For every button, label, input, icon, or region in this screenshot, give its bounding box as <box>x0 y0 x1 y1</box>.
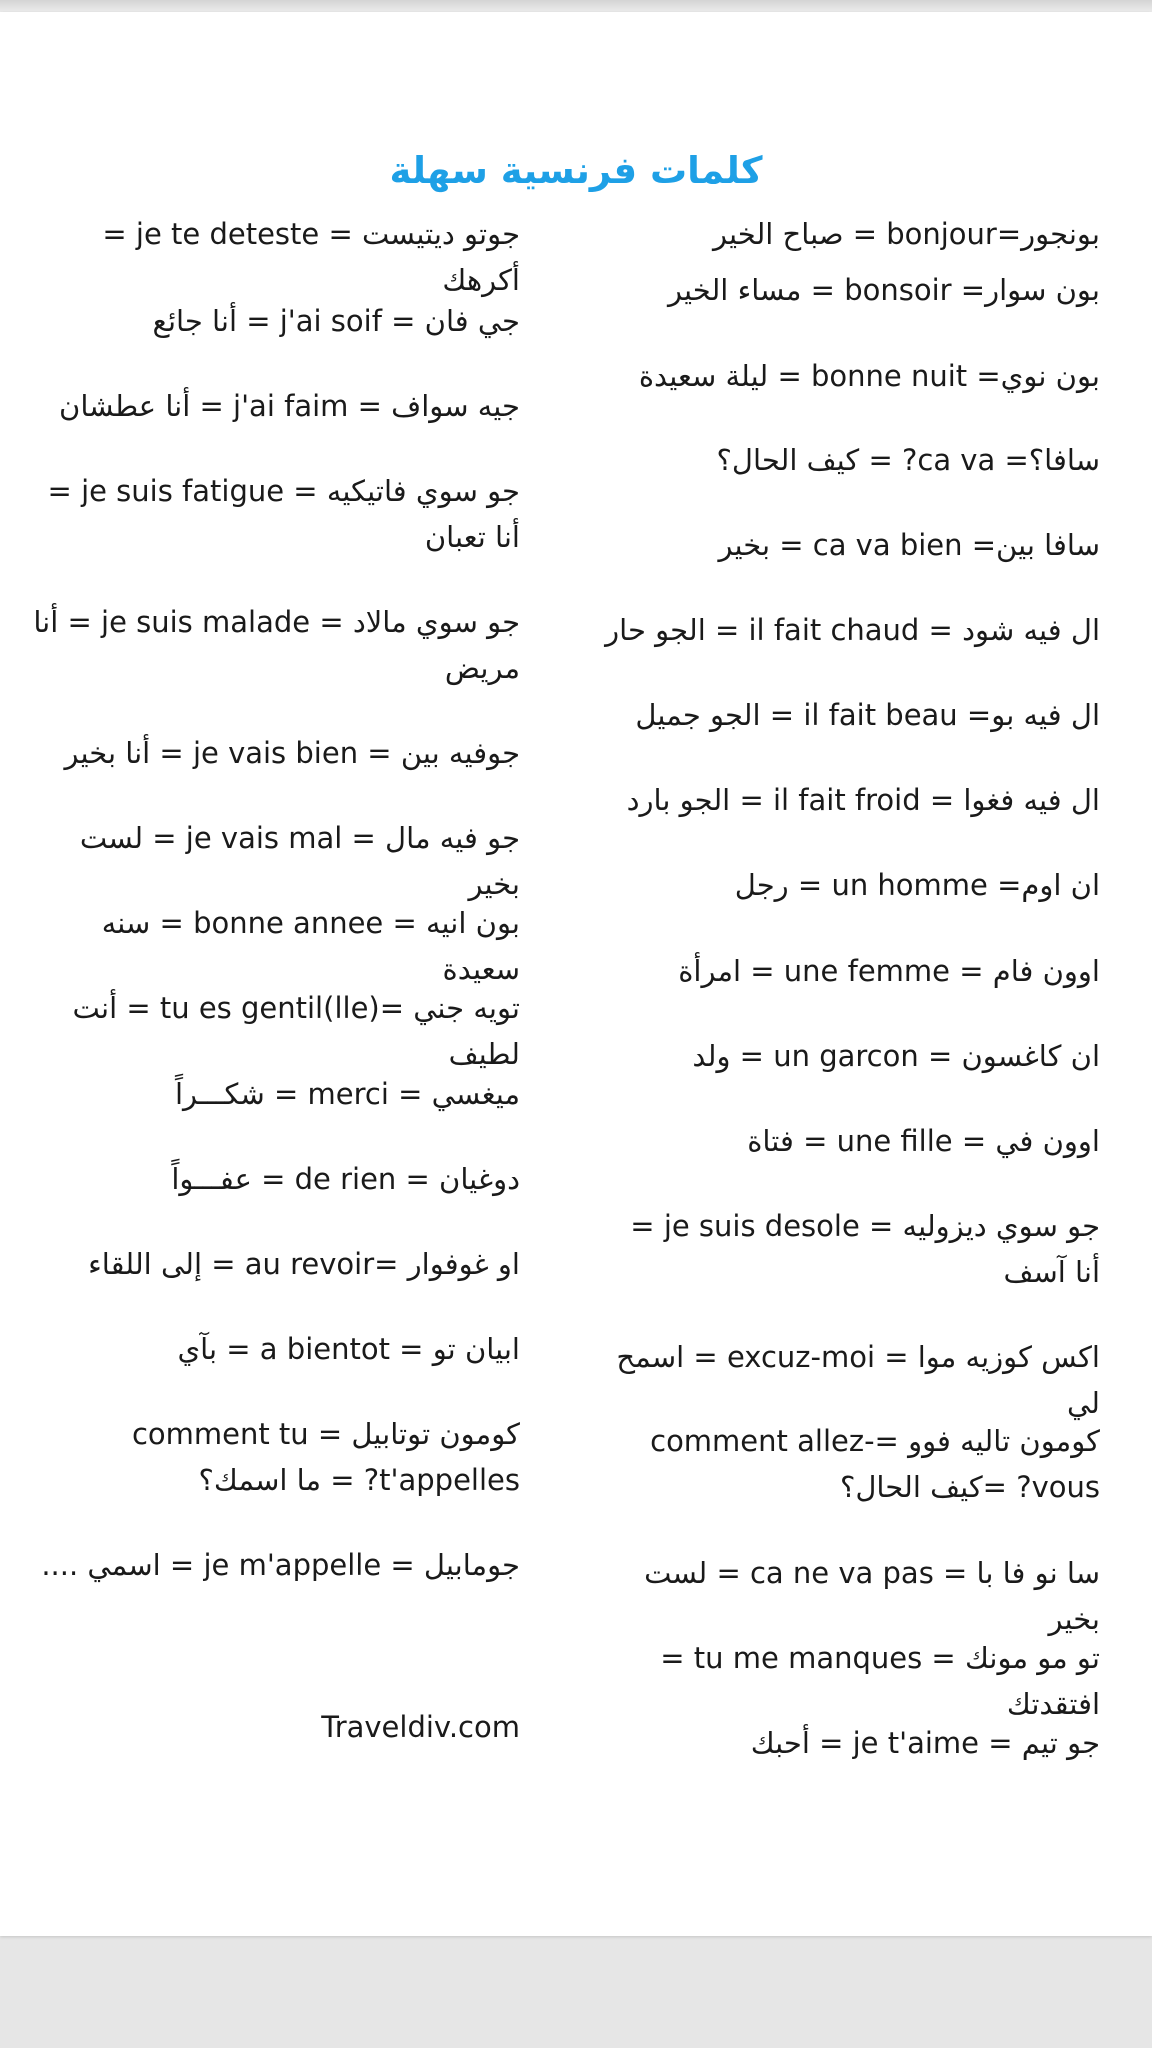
list-item: تو مو مونك = tu me manques = افتقدتك <box>660 1641 1100 1721</box>
list-item: ال فيه فغوا = il fait froid = الجو بارد <box>626 783 1100 817</box>
footer-source: Traveldiv.com <box>321 1710 520 1744</box>
list-item: سافا؟= ca va? = كيف الحال؟ <box>716 443 1100 477</box>
list-item: جو تيم = je t'aime = أحبك <box>750 1726 1100 1760</box>
list-item: جيه سواف = j'ai faim = أنا عطشان <box>59 389 520 423</box>
list-item: بون نوي= bonne nuit = ليلة سعيدة <box>638 359 1100 393</box>
list-item: كومون تاليه فوو =comment allez-vous? =كيف الحال؟ <box>650 1424 1100 1504</box>
list-item: بون سوار= bonsoir = مساء الخير <box>667 273 1100 307</box>
list-item: ابيان تو = a bientot = بآي <box>177 1332 520 1366</box>
list-item: سافا بين= ca va bien = بخير <box>718 528 1100 562</box>
list-item: ال فيه شود = il fait chaud = الجو حار <box>605 613 1100 647</box>
list-item: اكس كوزيه موا = excuz-moi = اسمح لي <box>616 1340 1100 1420</box>
list-item: اوون فام = une femme = امرأة <box>678 954 1100 988</box>
list-item: سا نو فا با = ca ne va pas = لست بخير <box>644 1556 1100 1636</box>
list-item: ان كاغسون = un garcon = ولد <box>692 1039 1100 1073</box>
document-page <box>0 12 1152 1936</box>
list-item: ميغسي = merci = شكـــراً <box>174 1077 520 1111</box>
list-item: ال فيه بو= il fait beau = الجو جميل <box>635 698 1100 732</box>
list-item: جو سوي مالاد = je suis malade = أنا مريض <box>33 605 520 685</box>
list-item: جو سوي ديزوليه = je suis desole = أنا آسف <box>630 1209 1100 1289</box>
list-item: جوفيه بين = je vais bien = أنا بخير <box>64 736 520 770</box>
list-item: جوتو ديتيست = je te deteste = أكرهك <box>102 217 520 297</box>
top-edge <box>0 0 1152 12</box>
list-item: كومون توتابيل = comment tu t'appelles? = ما اسمك؟ <box>131 1417 520 1497</box>
list-item: دوغيان = de rien = عفـــواً <box>171 1162 520 1196</box>
list-item: بون انيه = bonne annee = سنه سعيدة <box>101 906 520 986</box>
list-item: جو سوي فاتيكيه = je suis fatigue = أنا تعبان <box>47 474 520 554</box>
list-item: ان اوم= un homme = رجل <box>734 868 1100 902</box>
list-item: جو فيه مال = je vais mal = لست بخير <box>79 821 520 901</box>
list-item: بونجور=bonjour = صباح الخير <box>712 217 1100 251</box>
list-item: جومابيل = je m'appelle = اسمي .... <box>41 1548 520 1582</box>
page-title: كلمات فرنسية سهلة <box>389 149 763 192</box>
list-item: تويه جني =(lle)tu es gentil = أنت لطيف <box>72 991 520 1071</box>
list-item: جي فان = j'ai soif = أنا جائع <box>152 304 520 338</box>
list-item: او غوفوار =au revoir = إلى اللقاء <box>88 1247 520 1281</box>
list-item: اوون في = une fille = فتاة <box>747 1124 1100 1158</box>
